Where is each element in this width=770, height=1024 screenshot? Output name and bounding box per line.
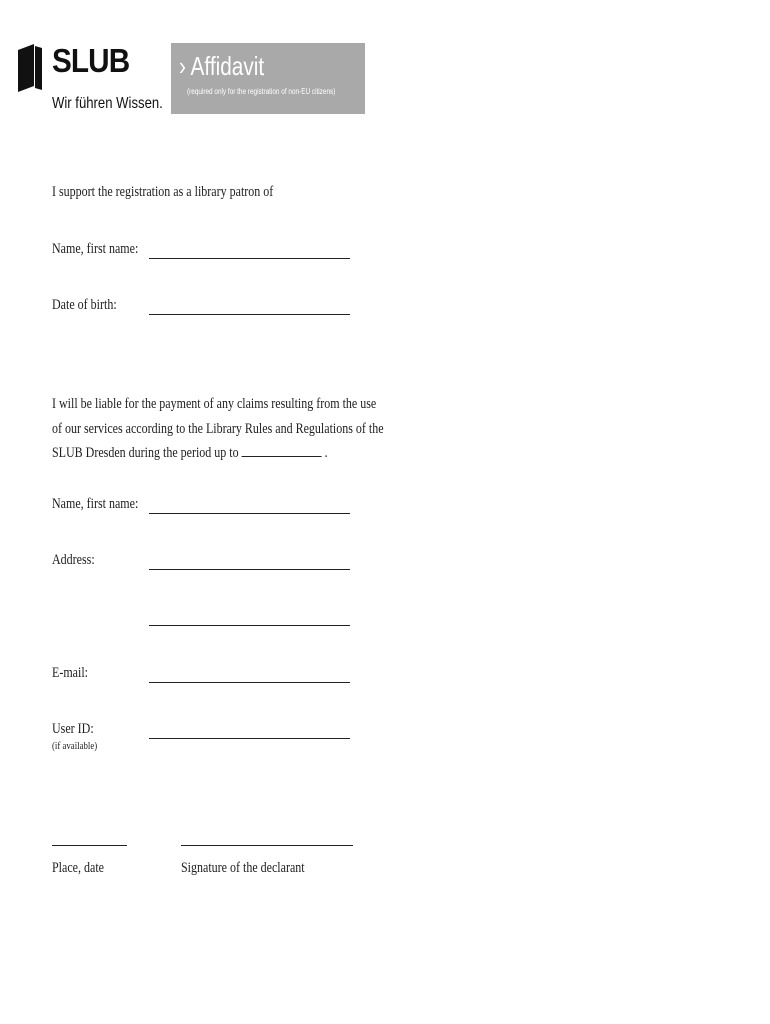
intro-text: I support the registration as a library patron of bbox=[52, 184, 274, 200]
userid-note: (if available) bbox=[52, 740, 98, 752]
page-subtitle: (required only for the registration of non-EU citizens) bbox=[187, 87, 336, 96]
title-banner bbox=[171, 43, 365, 114]
paragraph-line-1: I will be liable for the payment of any claims resulting from the use bbox=[52, 396, 377, 412]
patron-name-label: Name, first name: bbox=[52, 241, 139, 257]
paragraph-line-2: of our services according to the Library Rules and Regulations of the bbox=[52, 420, 384, 437]
email-label: E-mail: bbox=[52, 665, 88, 681]
declarant-name-label: Name, first name: bbox=[52, 496, 139, 512]
book-icon bbox=[18, 44, 44, 92]
logo-tagline: Wir führen Wissen. bbox=[52, 95, 163, 112]
address-field-line-1[interactable] bbox=[149, 569, 350, 570]
patron-dob-label: Date of birth: bbox=[52, 297, 117, 313]
place-date-field[interactable] bbox=[52, 845, 127, 846]
userid-field[interactable] bbox=[149, 738, 350, 739]
patron-dob-field[interactable] bbox=[149, 314, 350, 315]
userid-label: User ID: bbox=[52, 721, 94, 737]
signature-field[interactable] bbox=[181, 845, 353, 846]
slub-logo bbox=[18, 42, 163, 118]
patron-name-field[interactable] bbox=[149, 258, 350, 259]
paragraph-line-3-end: . bbox=[324, 445, 328, 461]
email-field[interactable] bbox=[149, 682, 350, 683]
period-date-field[interactable] bbox=[242, 444, 322, 457]
page-title: › Affidavit bbox=[179, 51, 265, 81]
logo-text: SLUB bbox=[52, 42, 130, 79]
signature-label: Signature of the declarant bbox=[181, 860, 305, 876]
declarant-name-field[interactable] bbox=[149, 513, 350, 514]
paragraph-line-3-start: SLUB Dresden during the period up to bbox=[52, 445, 239, 461]
paragraph-line-3 bbox=[52, 441, 384, 466]
place-date-label: Place, date bbox=[52, 860, 104, 876]
address-label: Address: bbox=[52, 552, 95, 568]
liability-paragraph bbox=[52, 392, 384, 466]
address-field-line-2[interactable] bbox=[149, 625, 350, 626]
